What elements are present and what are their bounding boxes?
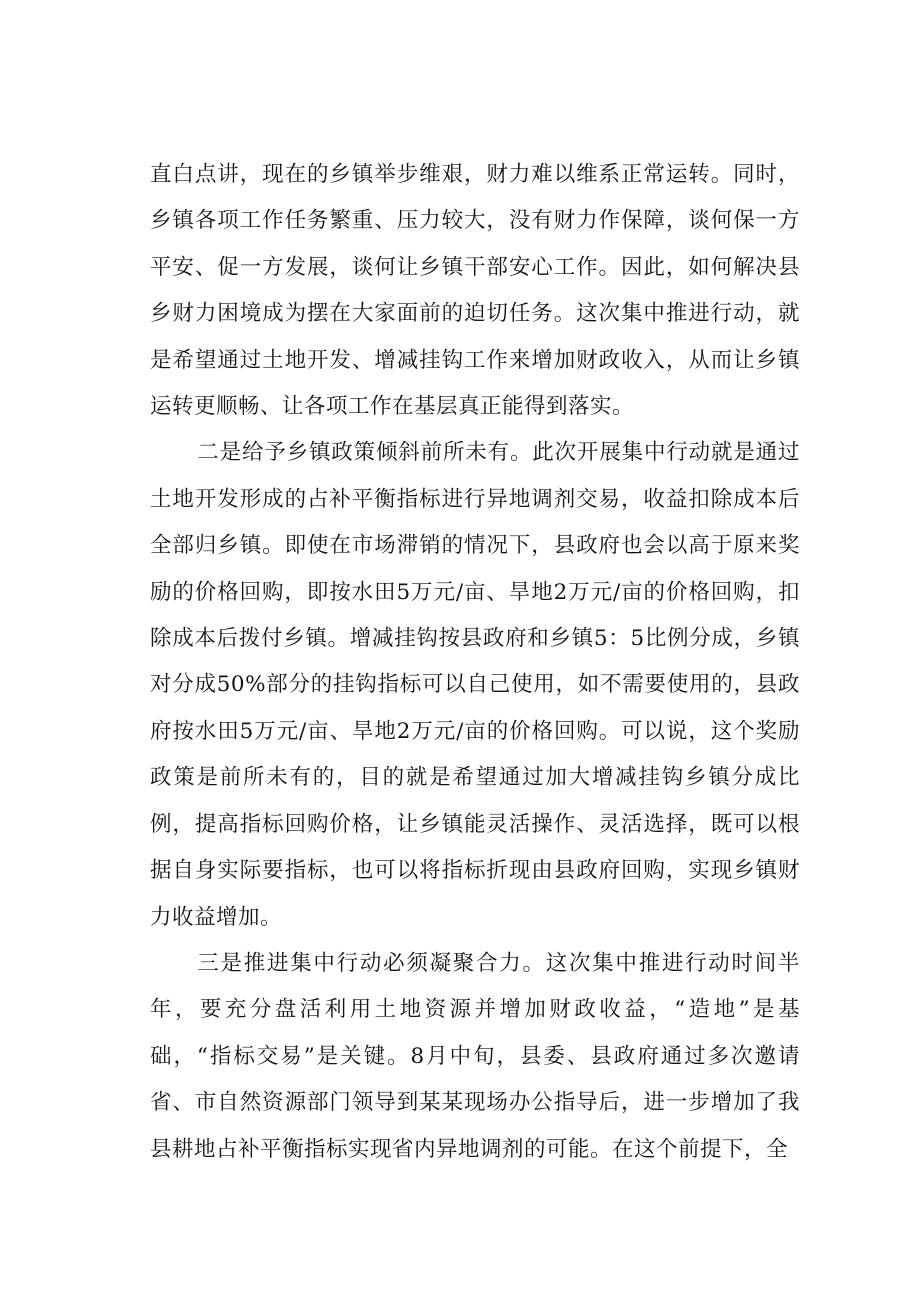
document-body <box>150 152 800 1173</box>
paragraph-finance-difficulty: 直白点讲，现在的乡镇举步维艰，财力难以维系正常运转。同时，乡镇各项工作任务繁重、压力较大，没有财力作保障，谈何保一方平安、促一方发展，谈何让乡镇干部安心工作。因此，如何解决县乡财力困境成为摆在大家面前的迫切任务。这次集中推进行动，就是希望通过土地开发、增减挂钩工作来增加财政收入，从而让乡镇运转更顺畅、让各项工作在基层真正能得到落实。 <box>150 162 800 420</box>
paragraph-joint-effort: 三是推进集中行动必须凝聚合力。这次集中推进行动时间半年，要充分盘活利用土地资源并增加财政收益，“造地”是基础，“指标交易”是关键。8月中旬，县委、县政府通过多次邀请省、市自然资源部门领导到某某现场办公指导后，进一步增加了我县耕地占补平衡指标实现省内异地调剂的可能。在这个前提下，全 <box>150 950 800 1162</box>
paragraph-policy-preference: 二是给予乡镇政策倾斜前所未有。此次开展集中行动就是通过土地开发形成的占补平衡指标进行异地调剂交易，收益扣除成本后全部归乡镇。即使在市场滞销的情况下，县政府也会以高于原来奖励的价格回购，即按水田5万元/亩、旱地2万元/亩的价格回购，扣除成本后拨付乡镇。增减挂钩按县政府和乡镇5：5比例分成，乡镇对分成50%部分的挂钩指标可以自己使用，如不需要使用的，县政府按水田5万元/亩、旱地2万元/亩的价格回购。可以说，这个奖励政策是前所未有的，目的就是希望通过加大增减挂钩乡镇分成比例，提高指标回购价格，让乡镇能灵活操作、灵活选择，既可以根据自身实际要指标，也可以将指标折现由县政府回购，实现乡镇财力收益增加。 <box>150 440 800 930</box>
